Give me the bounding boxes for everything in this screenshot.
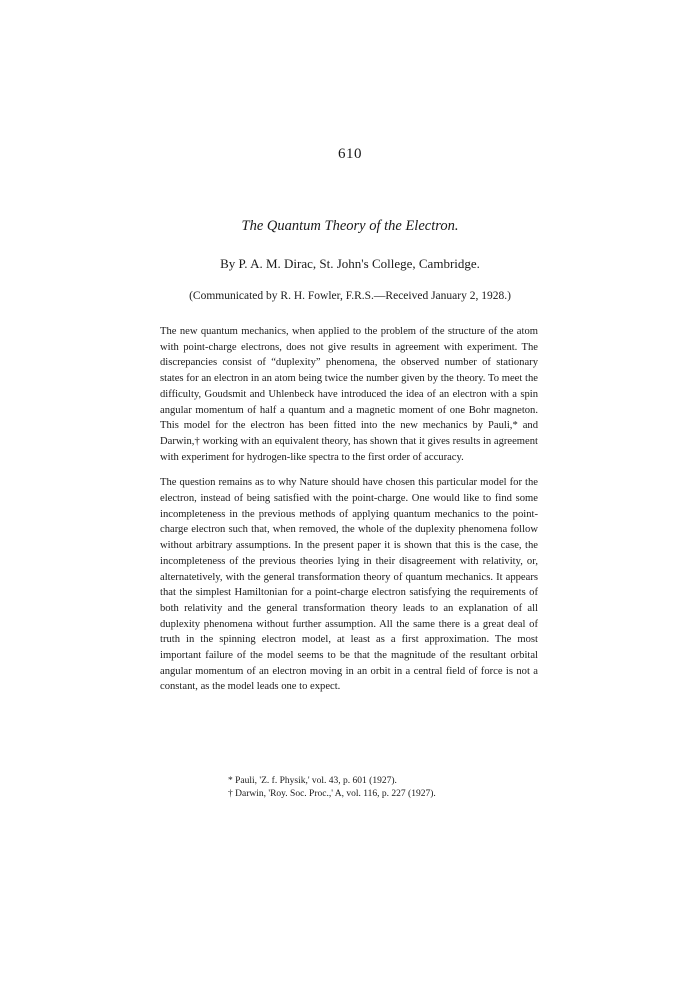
footnote-1: * Pauli, 'Z. f. Physik,' vol. 43, p. 601 (1927). [228, 776, 397, 786]
footnotes [228, 775, 548, 801]
communicated-line: (Communicated by R. H. Fowler, F.R.S.—Received January 2, 1928.) [189, 290, 511, 302]
paper-title: The Quantum Theory of the Electron. [241, 218, 459, 234]
paragraph-2: The question remains as to why Nature should have chosen this particular model for the electron, instead of being satisfied with the point-charge. One would like to find some incompleteness in the previous methods of applying quantum mechanics to the point-charge electron such that, when removed, the whole of the duplexity phenomena follow without arbitrary assumptions. In the present paper it is shown that this is the case, the incompleteness of the previous theories lying in their disagreement with relativity, or, alternatetively, with the general transformation theory of quantum mechanics. It appears that the simplest Hamiltonian for a point-charge electron satisfying the requirements of both relativity and the general transformation theory leads to an explanation of all duplexity phenomena without further assumption. All the same there is a great deal of truth in the spinning electron model, at least as a first approximation. The most important failure of the model seems to be that the magnitude of the resultant orbital angular momentum of an electron moving in an orbit in a central field of force is not a constant, as the model leads one to expect. [160, 477, 538, 693]
paragraph-1: The new quantum mechanics, when applied to the problem of the structure of the atom with point-charge electrons, does not give results in agreement with experiment. The discrepancies consist of “duplexity” phenomena, the observed number of stationary states for an electron in an atom being twice the number given by the theory. To meet the difficulty, Goudsmit and Uhlenbeck have introduced the idea of an electron with a spin angular momentum of half a quantum and a magnetic moment of one Bohr magneton. This model for the electron has been fitted into the new mechanics by Pauli,* and Darwin,† working with an equivalent theory, has shown that it gives results in agreement with experiment for hydrogen-like spectra to the first order of accuracy. [160, 326, 538, 463]
author-line: By P. A. M. Dirac, St. John's College, Cambridge. [220, 256, 480, 271]
body-text [160, 324, 538, 695]
footnote-2: † Darwin, 'Roy. Soc. Proc.,' A, vol. 116, p. 227 (1927). [228, 789, 436, 799]
page-number: 610 [338, 146, 362, 162]
